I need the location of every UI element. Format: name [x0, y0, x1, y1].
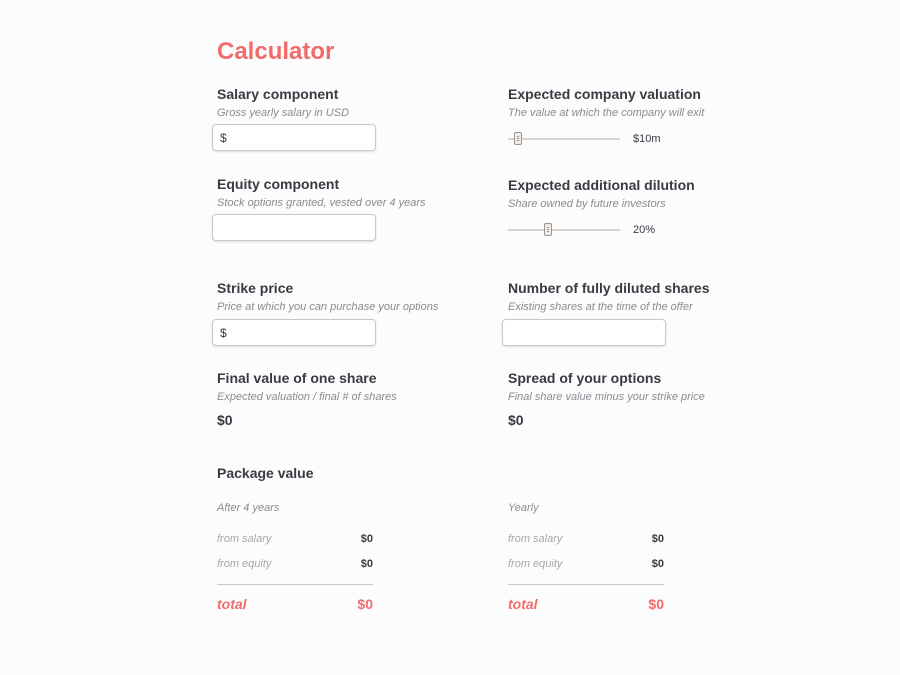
equity-label: Equity component: [217, 176, 340, 192]
package-yearly: [508, 502, 664, 612]
package-period-label: Yearly: [508, 502, 539, 514]
share-value-result: $0: [217, 412, 233, 428]
from-equity-label: from equity: [508, 558, 563, 570]
valuation-value: $10m: [633, 133, 661, 145]
from-equity-value: $0: [651, 558, 664, 570]
package-equity-row: [508, 558, 664, 583]
package-after-4-years: [217, 502, 373, 612]
divider: [508, 584, 664, 585]
share-value-section: [217, 370, 397, 428]
dilution-slider[interactable]: [508, 223, 620, 237]
package-period-label: After 4 years: [217, 502, 280, 514]
valuation-label: Expected company valuation: [508, 86, 701, 102]
package-salary-row: [217, 533, 373, 558]
total-value: $0: [648, 596, 664, 612]
shares-hint: Existing shares at the time of the offer: [508, 301, 693, 313]
package-total-row: [217, 596, 373, 612]
valuation-section: [508, 86, 704, 119]
spread-section: [508, 370, 705, 428]
from-salary-label: from salary: [508, 533, 563, 545]
dilution-slider-track[interactable]: [508, 229, 620, 231]
page-title: Calculator: [217, 38, 335, 65]
equity-section: [217, 176, 426, 209]
shares-label: Number of fully diluted shares: [508, 280, 710, 296]
equity-input[interactable]: [212, 214, 376, 241]
dilution-value: 20%: [633, 224, 656, 236]
strike-label: Strike price: [217, 280, 294, 296]
package-total-row: [508, 596, 664, 612]
valuation-hint: The value at which the company will exit: [508, 107, 705, 119]
strike-hint: Price at which you can purchase your options: [217, 301, 439, 313]
valuation-slider[interactable]: [508, 132, 620, 146]
strike-input[interactable]: [212, 319, 376, 346]
spread-label: Spread of your options: [508, 370, 662, 386]
from-salary-label: from salary: [217, 533, 272, 545]
package-heading: Package value: [217, 465, 314, 481]
package-equity-row: [217, 558, 373, 583]
shares-section: [508, 280, 709, 313]
spread-result: $0: [508, 412, 524, 428]
package-salary-row: [508, 533, 664, 558]
valuation-slider-thumb[interactable]: [514, 132, 522, 145]
total-label: total: [508, 596, 538, 612]
from-salary-value: $0: [360, 533, 373, 545]
salary-input[interactable]: [212, 124, 376, 151]
valuation-slider-track[interactable]: [508, 138, 620, 140]
strike-currency-prefix: $: [220, 326, 227, 340]
from-equity-value: $0: [360, 558, 373, 570]
share-value-label: Final value of one share: [217, 370, 377, 386]
dilution-slider-thumb[interactable]: [544, 223, 552, 236]
dilution-hint: Share owned by future investors: [508, 198, 666, 210]
spread-hint: Final share value minus your strike price: [508, 391, 705, 403]
from-equity-label: from equity: [217, 558, 272, 570]
salary-currency-prefix: $: [220, 131, 227, 145]
total-value: $0: [357, 596, 373, 612]
total-label: total: [217, 596, 247, 612]
dilution-label: Expected additional dilution: [508, 177, 695, 193]
from-salary-value: $0: [651, 533, 664, 545]
shares-input[interactable]: [502, 319, 666, 346]
salary-label: Salary component: [217, 86, 339, 102]
salary-section: [217, 86, 349, 119]
share-value-hint: Expected valuation / final # of shares: [217, 391, 397, 403]
divider: [217, 584, 373, 585]
dilution-section: [508, 177, 695, 210]
equity-hint: Stock options granted, vested over 4 years: [217, 197, 426, 209]
salary-hint: Gross yearly salary in USD: [217, 107, 350, 119]
strike-section: [217, 280, 438, 313]
